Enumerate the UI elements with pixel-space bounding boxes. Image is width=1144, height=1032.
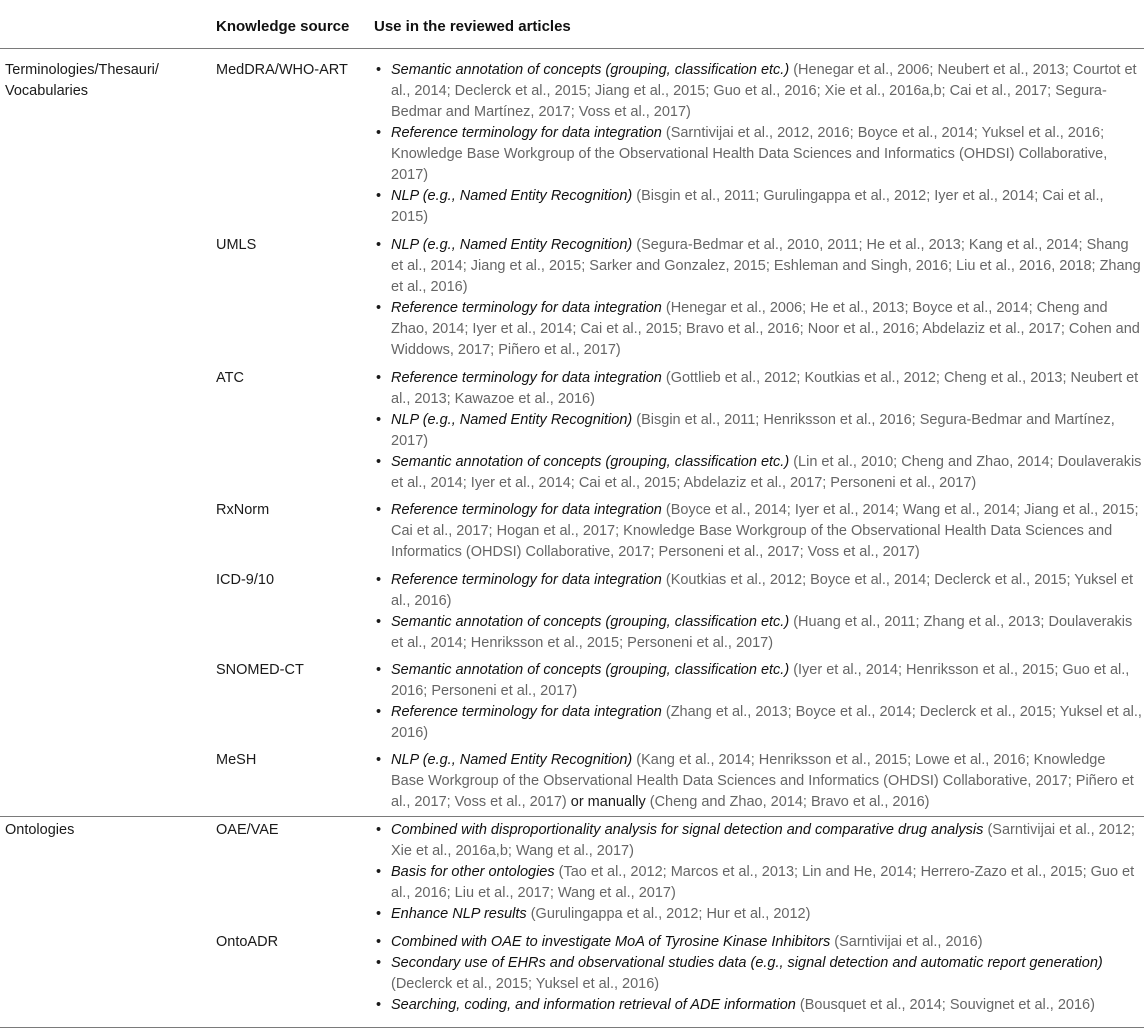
use-item: • NLP (e.g., Named Entity Recognition) (Segura-Bedmar et al., 2010, 2011; He et al., 2013; Kang et al., 2014; Shang et al., 2014; Jiang et al., 2015; Sarker and Gonzalez, 2015; Eshleman and Singh, 2016; Liu et al., 2016, 2018; Zhang et al., 2016) xyxy=(374,235,1142,298)
use-list-oae xyxy=(374,820,1142,925)
header-knowledge-source: Knowledge source xyxy=(216,18,350,35)
use-item: • Reference terminology for data integration (Sarntivijai et al., 2012, 2016; Boyce et al., 2014; Yuksel et al., 2016; Knowledge Base Workgroup of the Observational Health Data Sciences and Informatics (OHDSI) Collaborative, 2017) xyxy=(374,123,1142,186)
use-list-rxnorm xyxy=(374,500,1142,563)
source-oae-vae: OAE/VAE xyxy=(216,822,279,838)
source-umls: UMLS xyxy=(216,237,257,253)
source-mesh: MeSH xyxy=(216,752,257,768)
use-item: • Semantic annotation of concepts (grouping, classification etc.) (Henegar et al., 2006; Neubert et al., 2013; Courtot et al., 2014; Declerck et al., 2015; Jiang et al., 2015; Guo et al., 2016; Xie et al., 2016a,b; Cai et al., 2017; Segura-Bedmar and Martínez, 2017; Voss et al., 2017) xyxy=(374,60,1142,123)
bottom-rule xyxy=(0,1027,1144,1028)
use-item: • NLP (e.g., Named Entity Recognition) (Kang et al., 2014; Henriksson et al., 2015; Lowe et al., 2016; Knowledge Base Workgroup of the Observational Health Data Sciences and Informatics (OHDSI) Collaborative, 2017; Piñero et al., 2017; Voss et al., 2017) or manually (Cheng and Zhao, 2014; Bravo et al., 2016) xyxy=(374,750,1142,813)
source-meddra: MedDRA/WHO-ART xyxy=(216,62,348,78)
use-item: • Semantic annotation of concepts (grouping, classification etc.) (Lin et al., 2010; Cheng and Zhao, 2014; Doulaverakis et al., 2014; Iyer et al., 2014; Cai et al., 2015; Abdelaziz et al., 2017; Personeni et al., 2017) xyxy=(374,452,1142,494)
use-item: • Semantic annotation of concepts (grouping, classification etc.) (Iyer et al., 2014; Henriksson et al., 2015; Guo et al., 2016; Personeni et al., 2017) xyxy=(374,660,1142,702)
header-use: Use in the reviewed articles xyxy=(374,18,571,35)
use-item: • NLP (e.g., Named Entity Recognition) (Bisgin et al., 2011; Gurulingappa et al., 2012; Iyer et al., 2014; Cai et al., 2015) xyxy=(374,186,1142,228)
use-item: • Semantic annotation of concepts (grouping, classification etc.) (Huang et al., 2011; Zhang et al., 2013; Doulaverakis et al., 2014; Henriksson et al., 2015; Personeni et al., 2017) xyxy=(374,612,1142,654)
source-atc: ATC xyxy=(216,370,244,386)
category-ontologies: Ontologies xyxy=(5,822,75,838)
use-item: • Combined with OAE to investigate MoA of Tyrosine Kinase Inhibitors (Sarntivijai et al., 2016) xyxy=(374,932,1142,953)
use-item: • Reference terminology for data integration (Gottlieb et al., 2012; Koutkias et al., 2012; Cheng et al., 2013; Neubert et al., 2013; Kawazoe et al., 2016) xyxy=(374,368,1142,410)
use-list-umls xyxy=(374,235,1142,361)
use-item: • Reference terminology for data integration (Boyce et al., 2014; Iyer et al., 2014; Wang et al., 2014; Jiang et al., 2015; Cai et al., 2017; Hogan et al., 2017; Knowledge Base Workgroup of the Observational Health Data Sciences and Informatics (OHDSI) Collaborative, 2017; Personeni et al., 2017; Voss et al., 2017) xyxy=(374,500,1142,563)
use-item: • Enhance NLP results (Gurulingappa et al., 2012; Hur et al., 2012) xyxy=(374,904,1142,925)
use-item: • Basis for other ontologies (Tao et al., 2012; Marcos et al., 2013; Lin and He, 2014; Herrero-Zazo et al., 2015; Guo et al., 2016; Liu et al., 2017; Wang et al., 2017) xyxy=(374,862,1142,904)
use-list-meddra xyxy=(374,60,1142,228)
source-snomed: SNOMED-CT xyxy=(216,662,304,678)
use-item: • Reference terminology for data integration (Henegar et al., 2006; He et al., 2013; Boyce et al., 2014; Cheng and Zhao, 2014; Iyer et al., 2014; Cai et al., 2015; Bravo et al., 2016; Noor et al., 2016; Abdelaziz et al., 2017; Cohen and Widdows, 2017; Piñero et al., 2017) xyxy=(374,298,1142,361)
source-icd: ICD-9/10 xyxy=(216,572,275,588)
use-list-snomed xyxy=(374,660,1142,744)
use-item: • Secondary use of EHRs and observational studies data (e.g., signal detection and automatic report generation) (Declerck et al., 2015; Yuksel et al., 2016) xyxy=(374,953,1142,995)
source-ontoadr: OntoADR xyxy=(216,934,279,950)
use-item: • Reference terminology for data integration (Koutkias et al., 2012; Boyce et al., 2014; Declerck et al., 2015; Yuksel et al., 2016) xyxy=(374,570,1142,612)
use-item: • NLP (e.g., Named Entity Recognition) (Bisgin et al., 2011; Henriksson et al., 2016; Segura-Bedmar and Martínez, 2017) xyxy=(374,410,1142,452)
use-item: • Combined with disproportionality analysis for signal detection and comparative drug analysis (Sarntivijai et al., 2012; Xie et al., 2016a,b; Wang et al., 2017) xyxy=(374,820,1142,862)
category-terminologies: Terminologies/Thesauri/ Vocabularies xyxy=(5,62,159,99)
use-item: • Searching, coding, and information retrieval of ADE information (Bousquet et al., 2014; Souvignet et al., 2016) xyxy=(374,995,1142,1016)
use-item: • Reference terminology for data integration (Zhang et al., 2013; Boyce et al., 2014; Declerck et al., 2015; Yuksel et al., 2016) xyxy=(374,702,1142,744)
use-list-icd xyxy=(374,570,1142,654)
section-rule xyxy=(0,816,1144,817)
use-list-ontoadr xyxy=(374,932,1142,1016)
use-list-atc xyxy=(374,368,1142,494)
use-list-mesh xyxy=(374,750,1142,813)
source-rxnorm: RxNorm xyxy=(216,502,270,518)
header-rule xyxy=(0,48,1144,49)
